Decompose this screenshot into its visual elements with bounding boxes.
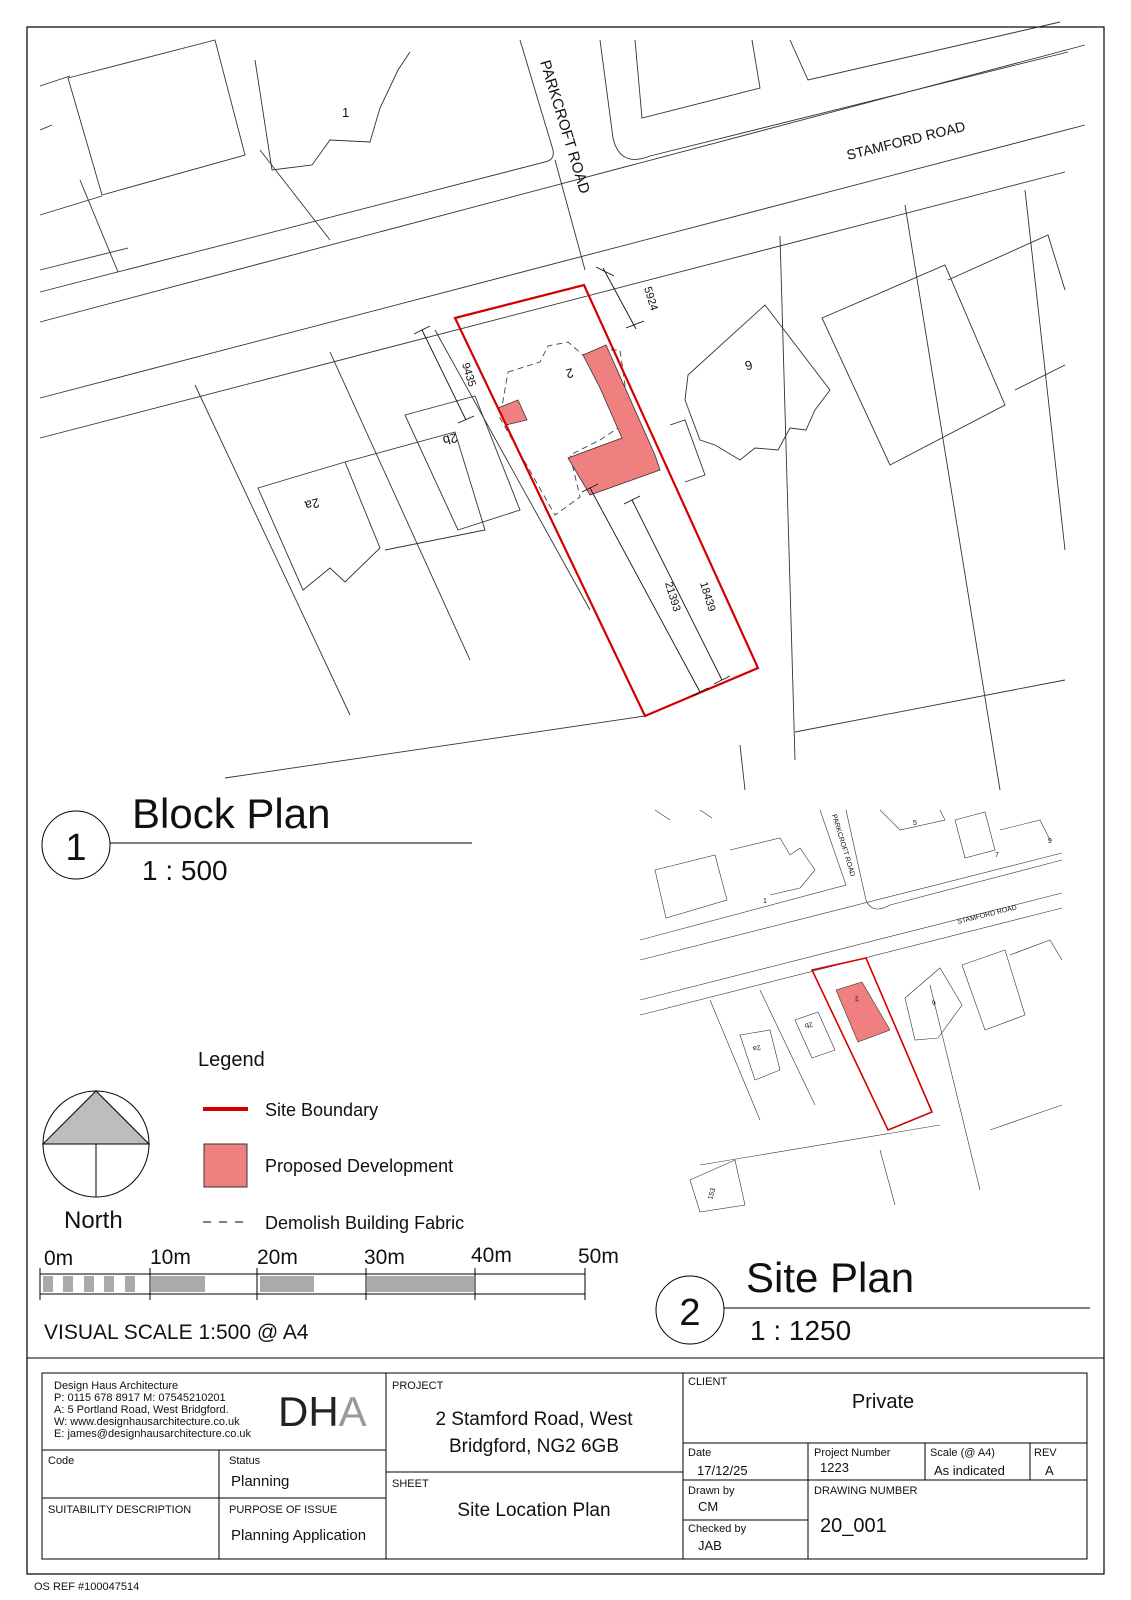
- plot-label: 2a: [303, 495, 322, 514]
- scale-segment: [367, 1276, 474, 1292]
- scale-segment: [84, 1276, 94, 1292]
- building-outline: [690, 1160, 745, 1212]
- site-plan-number: 2: [679, 1292, 701, 1334]
- client-value: Private: [851, 1391, 915, 1413]
- site-plan-title: Site Plan: [746, 1254, 915, 1301]
- plot-label-small: 5: [913, 820, 917, 827]
- logo-dh: DH: [278, 1388, 339, 1435]
- code-label: Code: [48, 1455, 75, 1467]
- plot-label-small: 2b: [803, 1020, 814, 1029]
- status-value: Planning: [231, 1473, 290, 1490]
- scale-bar: [40, 1244, 619, 1300]
- scale-tick-label: 30m: [364, 1246, 405, 1269]
- company-web: W: www.designhausarchitecture.co.uk: [54, 1416, 240, 1428]
- road-edge: [640, 810, 846, 940]
- road-edge: [846, 810, 1062, 909]
- date-value: 17/12/25: [697, 1463, 748, 1478]
- plot-label-small: 7: [995, 852, 999, 859]
- dimension-label: 18439: [697, 580, 718, 614]
- drawing-number-value: 20_001: [820, 1515, 887, 1537]
- dimension-label: 5924: [641, 285, 660, 313]
- scale-tick-label: 10m: [150, 1246, 191, 1269]
- plot-line: [930, 985, 980, 1190]
- plot-label-small: 2: [853, 994, 860, 1002]
- legend-proposed-swatch: [204, 1144, 247, 1187]
- building-outline: [655, 855, 727, 918]
- plot-line: [330, 352, 470, 660]
- block-plan-scale: 1 : 500: [142, 855, 228, 886]
- scale-segment: [260, 1276, 314, 1292]
- purpose-label: PURPOSE OF ISSUE: [229, 1504, 338, 1516]
- building-outline: [955, 812, 995, 858]
- plot-label-small: 1: [763, 898, 767, 905]
- plot-label: 6: [743, 357, 755, 374]
- drawn-by-label: Drawn by: [688, 1485, 735, 1497]
- visual-scale-caption: VISUAL SCALE 1:500 @ A4: [44, 1321, 309, 1344]
- block-plan-number: 1: [65, 827, 87, 869]
- sheet-label: SHEET: [392, 1478, 429, 1490]
- scale-value: As indicated: [934, 1463, 1005, 1478]
- plot-line: [40, 76, 70, 86]
- scale-segment: [104, 1276, 114, 1292]
- plot-line: [40, 196, 102, 215]
- company-email: E: james@designhausarchitecture.co.uk: [54, 1428, 252, 1440]
- legend-item-label: Proposed Development: [265, 1156, 454, 1176]
- scale-tick-label: 0m: [44, 1247, 74, 1270]
- logo-a: A: [338, 1388, 367, 1435]
- status-label: Status: [229, 1455, 261, 1467]
- building-outline: [822, 265, 1005, 465]
- building-outline: [700, 810, 712, 818]
- plot-line: [795, 680, 1065, 732]
- checked-by-value: JAB: [698, 1538, 722, 1553]
- scale-tick-label: 20m: [257, 1246, 298, 1269]
- north-label: North: [64, 1207, 123, 1234]
- building-outline: [740, 1030, 780, 1080]
- plot-label: 2: [564, 365, 576, 382]
- rev-value: A: [1045, 1463, 1054, 1478]
- project-address-line2: Bridgford, NG2 6GB: [448, 1436, 620, 1457]
- road-label-stamford: STAMFORD ROAD: [844, 117, 967, 163]
- plot-line: [780, 236, 795, 760]
- dimension-label: 9435: [459, 361, 478, 389]
- road-label-parkcroft-small: PARKCROFT ROAD: [830, 813, 856, 878]
- legend-item-label: Demolish Building Fabric: [265, 1213, 465, 1233]
- client-label: CLIENT: [688, 1376, 728, 1388]
- north-arrow-icon: [43, 1091, 149, 1144]
- building-outline: [655, 810, 670, 820]
- road-edge: [40, 172, 1065, 438]
- plot-line: [195, 385, 350, 715]
- building-outline: [68, 40, 245, 195]
- plot-label-small: 6: [930, 998, 937, 1006]
- plot-label: 2b: [441, 430, 460, 449]
- scale-tick-label: 40m: [471, 1244, 512, 1267]
- plot-line: [880, 1150, 895, 1205]
- proposed-development-site: [836, 982, 890, 1042]
- site-boundary-site-plan: [812, 958, 932, 1130]
- building-outline: [635, 40, 760, 118]
- company-address: A: 5 Portland Road, West Bridgford.: [54, 1404, 229, 1416]
- plot-line: [700, 1125, 940, 1165]
- project-address-line1: 2 Stamford Road, West: [435, 1409, 633, 1430]
- scale-segment: [125, 1276, 135, 1292]
- suitability-label: SUITABILITY DESCRIPTION: [48, 1504, 192, 1516]
- building-outline: [1015, 365, 1065, 390]
- building-outline: [795, 1012, 835, 1058]
- plot-line: [990, 1105, 1062, 1130]
- drawn-by-value: CM: [698, 1499, 719, 1514]
- building-outline: [685, 305, 830, 460]
- scale-tick-label: 50m: [578, 1245, 619, 1268]
- block-plan-title: Block Plan: [132, 790, 331, 837]
- legend-item-label: Site Boundary: [265, 1100, 379, 1120]
- building-outline: [962, 950, 1025, 1030]
- building-outline: [258, 462, 380, 590]
- plot-label: 1: [342, 105, 350, 120]
- building-outline: [730, 838, 815, 895]
- checked-by-label: Checked by: [688, 1523, 747, 1535]
- building-outline: [1010, 940, 1062, 960]
- building-outline: [255, 52, 410, 170]
- plot-label-small: 153: [707, 1187, 718, 1201]
- os-ref: OS REF #100047514: [34, 1581, 140, 1593]
- plot-line: [40, 125, 52, 130]
- plot-line: [905, 205, 1000, 790]
- project-label: PROJECT: [392, 1380, 444, 1392]
- building-outline: [670, 420, 705, 482]
- plot-line: [225, 716, 645, 778]
- plot-line: [760, 990, 815, 1105]
- road-edge: [600, 40, 1068, 159]
- building-outline: [345, 432, 485, 550]
- plot-line: [740, 745, 745, 790]
- project-number-value: 1223: [820, 1460, 849, 1475]
- building-outline: [1000, 820, 1050, 840]
- dimension-label: 21393: [662, 580, 683, 614]
- sheet-value: Site Location Plan: [457, 1500, 611, 1521]
- scale-label: Scale (@ A4): [930, 1447, 995, 1459]
- road-label-parkcroft: PARKCROFT ROAD: [536, 58, 593, 196]
- building-outline: [948, 235, 1065, 290]
- legend-title: Legend: [198, 1049, 265, 1071]
- project-number-label: Project Number: [814, 1447, 891, 1459]
- site-plan-scale: 1 : 1250: [750, 1315, 852, 1346]
- rev-label: REV: [1034, 1447, 1057, 1459]
- company-logo: [278, 1388, 367, 1435]
- plot-label-small: 9: [1048, 838, 1052, 845]
- building-outline: [790, 22, 1060, 80]
- plot-line: [1025, 190, 1065, 550]
- company-phone: P: 0115 678 8917 M: 07545210201: [54, 1392, 226, 1404]
- scale-segment: [63, 1276, 73, 1292]
- purpose-value: Planning Application: [231, 1527, 367, 1544]
- drawing-number-label: DRAWING NUMBER: [814, 1485, 918, 1497]
- scale-segment: [151, 1276, 205, 1292]
- date-label: Date: [688, 1447, 712, 1459]
- plot-label-small: 2a: [751, 1043, 762, 1052]
- plot-line: [40, 248, 128, 270]
- road-edge: [40, 125, 1085, 398]
- company-name: Design Haus Architecture: [54, 1380, 179, 1392]
- road-label-stamford-small: STAMFORD ROAD: [956, 904, 1018, 926]
- scale-segment: [43, 1276, 53, 1292]
- plot-line: [710, 1000, 760, 1120]
